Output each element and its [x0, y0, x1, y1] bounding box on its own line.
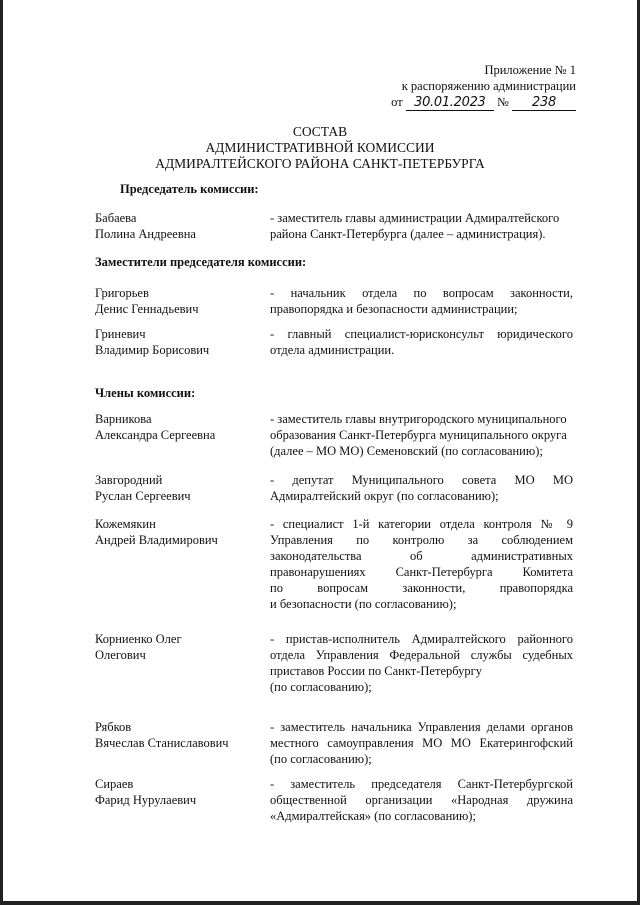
title-line-1: СОСТАВ	[292, 124, 348, 139]
document-title	[0, 124, 640, 172]
section-deputies-heading: Заместители председателя комиссии:	[95, 255, 307, 269]
person-role: - депутат Муниципального совета МО МО Адмиралтейский округ (по согласованию);	[270, 473, 573, 503]
person-name: Бабаева Полина Андреевна	[95, 211, 196, 241]
number-value: 238	[512, 96, 576, 111]
person-name: Корниенко Олег Олегович	[95, 632, 182, 662]
section-members-heading: Члены комиссии:	[95, 386, 196, 400]
date-prefix: от	[391, 95, 403, 109]
person-role: - заместитель начальника Управления делами органов местного самоуправления МО МО Екатерингофский (по согласованию);	[270, 720, 573, 766]
person-name: Завгородний Руслан Сергеевич	[95, 473, 191, 503]
person-role: - заместитель главы внутригородского муниципального образования Санкт-Петербурга муниципального округа (далее – МО МО) Семеновский (по согласованию);	[270, 412, 567, 458]
appendix-date-line	[276, 94, 576, 111]
date-value: 30.01.2023	[406, 96, 494, 111]
person-name: Варникова Александра Сергеевна	[95, 412, 216, 442]
title-line-3: АДМИРАЛТЕЙСКОГО РАЙОНА САНКТ-ПЕТЕРБУРГА	[155, 156, 485, 171]
person-role: - главный специалист-юрисконсульт юридического отдела администрации.	[270, 327, 573, 357]
person-name: Григорьев Денис Геннадьевич	[95, 286, 199, 316]
person-role: - заместитель председателя Санкт-Петербургской общественной организации «Народная дружина «Адмиралтейская» (по согласованию);	[270, 777, 573, 823]
number-sign: №	[496, 95, 509, 109]
appendix-block	[276, 62, 576, 111]
person-name: Гриневич Владимир Борисович	[95, 327, 210, 357]
person-role: - специалист 1-й категории отдела контроля № 9 Управления по контролю за соблюдением законодательства об административных правонарушениях Санкт-Петербурга Комитета по вопросам законности, правопорядка и безопасности (по согласованию);	[270, 517, 573, 611]
appendix-title: Приложение № 1	[484, 63, 576, 77]
title-line-2: АДМИНИСТРАТИВНОЙ КОМИССИИ	[205, 140, 435, 155]
person-role: - пристав-исполнитель Адмиралтейского районного отдела Управления Федеральной службы судебных приставов России по Санкт-Петербургу (по согласованию);	[270, 632, 573, 694]
person-name: Кожемякин Андрей Владимирович	[95, 517, 218, 547]
person-role: - начальник отдела по вопросам законности, правопорядка и безопасности администрации;	[270, 286, 573, 316]
person-role: - заместитель главы администрации Адмиралтейского района Санкт-Петербурга (далее – администрация).	[270, 211, 560, 241]
appendix-subtitle: к распоряжению администрации	[401, 79, 576, 93]
person-name: Сираев Фарид Нурулаевич	[95, 777, 197, 807]
scan-border-bottom	[0, 901, 640, 905]
section-chair-heading: Председатель комиссии:	[120, 182, 259, 196]
person-name: Рябков Вячеслав Станиславович	[95, 720, 229, 750]
